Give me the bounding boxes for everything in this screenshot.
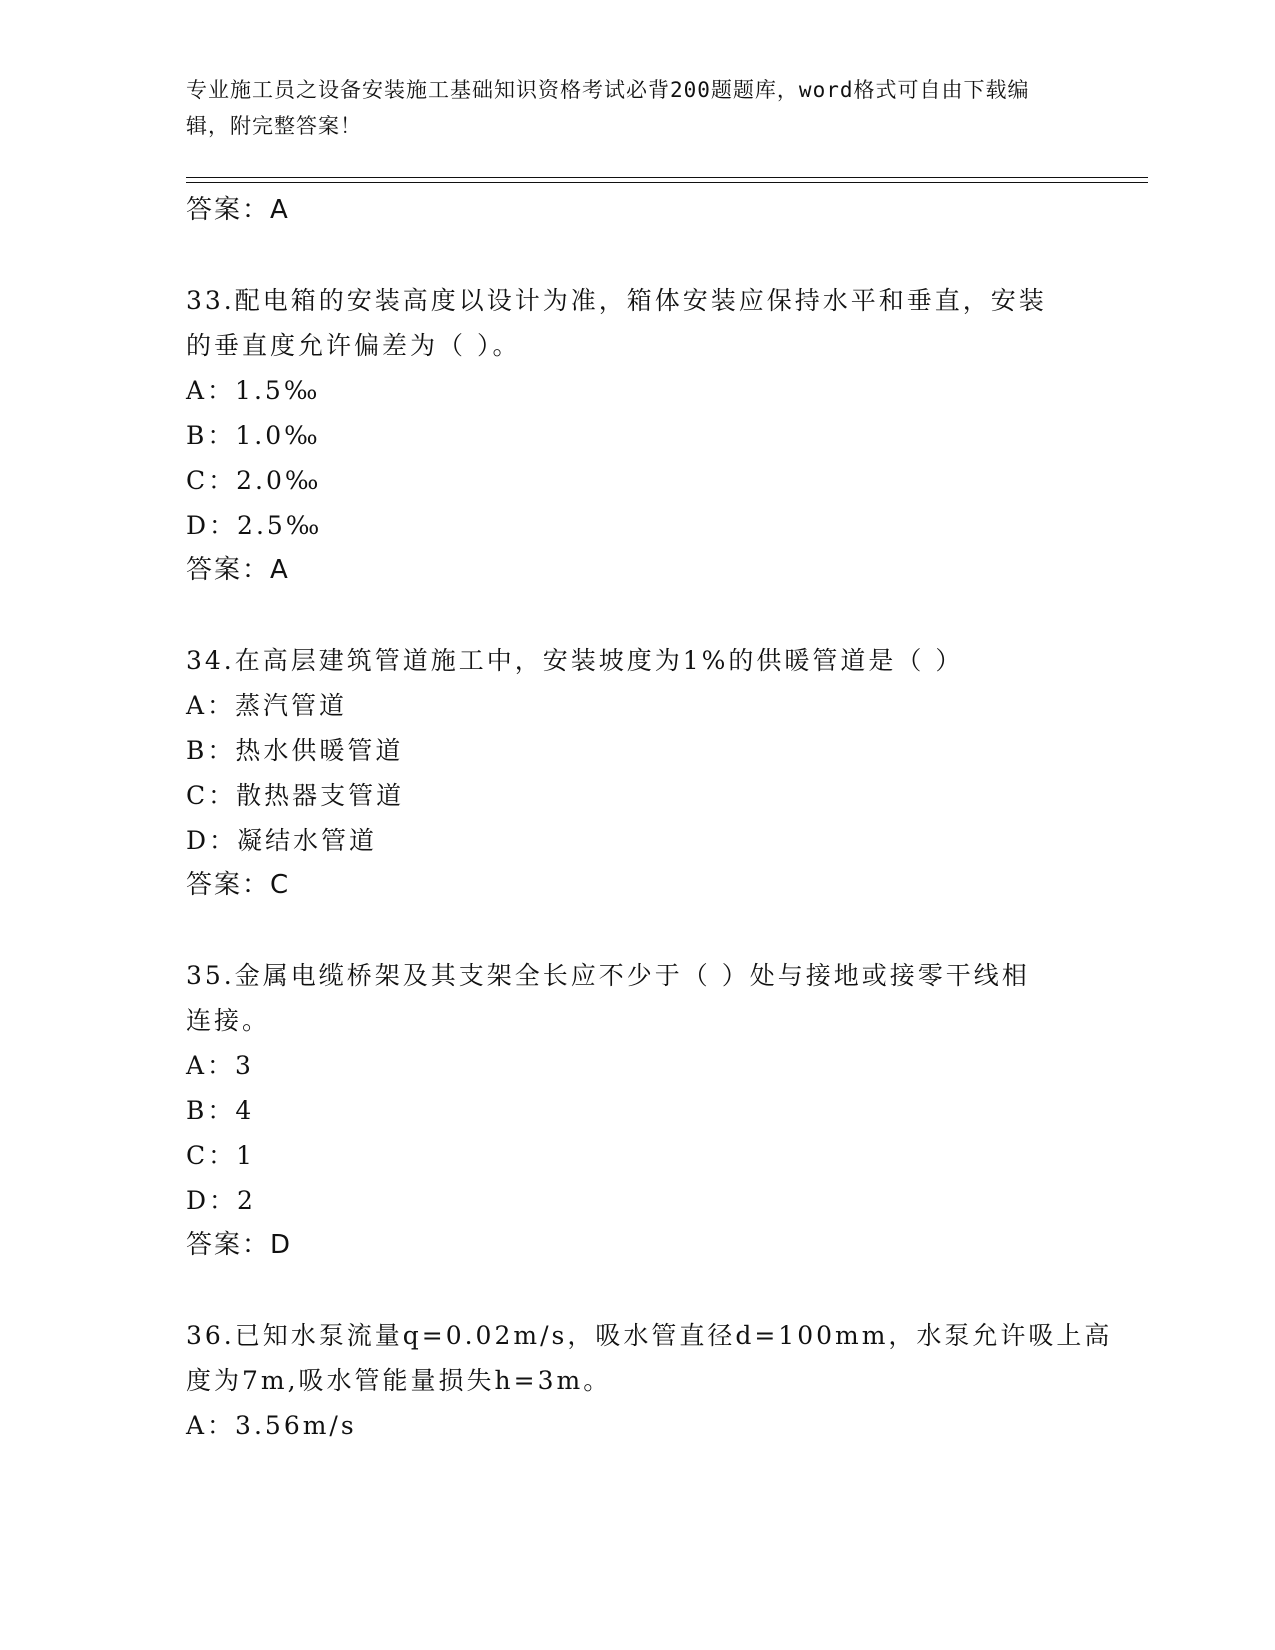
question-33	[186, 278, 1086, 593]
question-34	[186, 638, 1086, 908]
question-text: 36.已知水泵流量q=0.02m/s，吸水管直径d=100mm，水泵允许吸上高	[186, 1321, 1113, 1350]
question-text: 35.金属电缆桥架及其支架全长应不少于（ ）处与接地或接零干线相	[186, 961, 1030, 990]
option-d: D：凝结水管道	[186, 826, 378, 855]
question-36	[186, 1313, 1113, 1448]
option-d: D：2.5‰	[186, 511, 323, 540]
header-rule-top	[186, 177, 1148, 178]
answer-line: 答案：A	[186, 195, 290, 225]
option-c: C：1	[186, 1141, 256, 1170]
question-text: 连接。	[186, 1006, 271, 1035]
question-text: 的垂直度允许偏差为（ ）。	[186, 331, 521, 360]
option-a: A：3.56m/s	[186, 1411, 357, 1440]
question-35	[186, 953, 1086, 1268]
answer-line: 答案：D	[186, 1230, 293, 1260]
option-c: C：2.0‰	[186, 466, 322, 495]
option-a: A：1.5‰	[186, 376, 321, 405]
option-b: B：4	[186, 1096, 255, 1125]
option-a: A：3	[186, 1051, 254, 1080]
document-header: 专业施工员之设备安装施工基础知识资格考试必背200题题库，word格式可自由下载编辑，附完整答案！	[186, 78, 1030, 138]
option-c: C：散热器支管道	[186, 781, 405, 810]
answer-line: 答案：C	[186, 870, 291, 900]
answer-line: 答案：A	[186, 555, 290, 585]
option-b: B：1.0‰	[186, 421, 321, 450]
header-rule-bottom	[186, 182, 1148, 183]
question-text: 33.配电箱的安装高度以设计为准，箱体安装应保持水平和垂直，安装	[186, 286, 1047, 315]
question-text: 度为7m,吸水管能量损失h=3m。	[186, 1366, 612, 1395]
option-a: A：蒸汽管道	[186, 691, 348, 720]
option-b: B：热水供暖管道	[186, 736, 404, 765]
option-d: D：2	[186, 1186, 256, 1215]
question-text: 34.在高层建筑管道施工中，安装坡度为1%的供暖管道是（ ）	[186, 646, 964, 675]
document-body	[186, 188, 1113, 1448]
